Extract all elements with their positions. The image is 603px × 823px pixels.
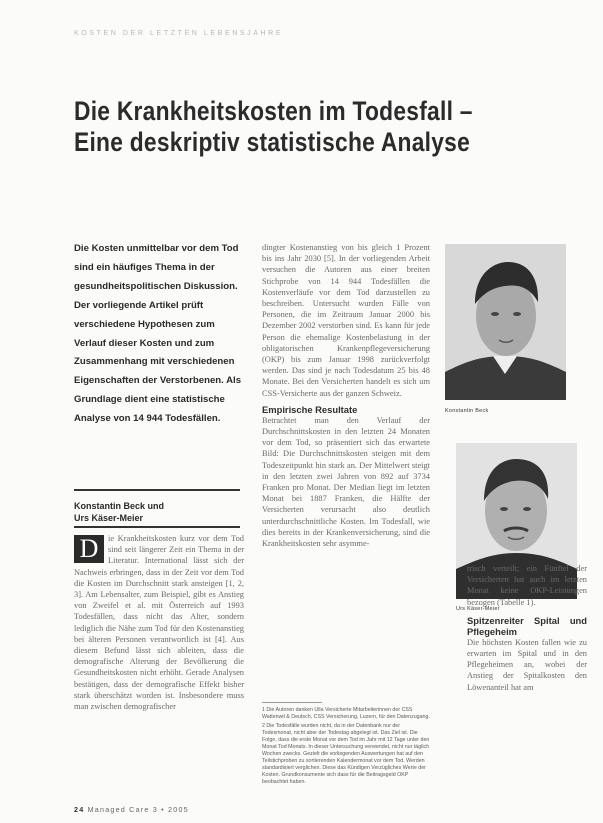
author-photo-beck bbox=[445, 244, 566, 400]
running-head: KOSTEN DER LETZTEN LEBENSJAHRE bbox=[74, 30, 284, 37]
section-heading-hospital: Spitzenreiter Spital und Pflegeheim bbox=[467, 614, 587, 637]
footnotes bbox=[262, 707, 430, 786]
lead-paragraph: Die Kosten unmittelbar vor dem Tod sind ein häufiges Thema in der gesundheitspolitischen Diskussion. Der vorliegende Artikel prüft verschiedene Hypothesen zum Verlauf dieser Kosten und zum Zusammenhang mit verschiedenen Eigenschaften der Verstorbenen. Als Grundlage dient eine statistische Analyse von 14 944 Todesfällen. bbox=[74, 243, 242, 425]
photo-caption-beck: Konstantin Beck bbox=[445, 408, 489, 414]
rule-above-authors bbox=[74, 489, 240, 491]
body-column-middle bbox=[262, 242, 430, 549]
body-text-middle-2: Betrachtet man den Verlauf der Durchschnittskosten in den letzten 24 Monaten vor dem Tod, so präsentiert sich das erwartete Bild: Die Durchschnittskosten steigen mit dem Todeszeitpunkt hin stark an. Der Mittelwert steigt in den letzten zwei Jahren von 892 auf 3734 Franken pro Monat. Der Median liegt im letzten Monat bei 1887 Franken, die Hälfte der Versicherten verursacht also deutlich unterdurchschnittliche Kosten. Im Todesfall, wie dies bereits in der Krankenversicherung, sind die Krankheitskosten sehr asymme- bbox=[262, 415, 430, 549]
body-text-right-2: Die höchsten Kosten fallen wie zu erwarten im Spital und in den Pflegeheimen an, wobei der Anstieg der Spitalkosten den Löwenanteil hat am bbox=[467, 637, 587, 692]
body-text-middle-1: dingter Kostenanstieg von bis gleich 1 Prozent bis ins Jahr 2030 [5]. In der vorliegenden Arbeit versuchen die Autoren aus einer breiten Stichprobe von 14 944 Todesfällen die Kostenverläufe vor dem Tod darzustellen zu beschreiben. Untersucht wurden Fälle von Personen, die im Zeitraum Januar 2000 bis Dezember 2002 verstorben sind. Es kann für jede Person die ehemalige Kostenbelastung in der obligatorischen Krankenpflegeversicherung (OKP) bis zum Januar 1998 zurückverfolgt werden. Das sind je nach Todesdatum 25 bis 48 Monate. Bei den Versicherten handelt es sich um CSS-Versicherte aus der ganzen Schweiz. bbox=[262, 243, 430, 398]
article-title bbox=[74, 96, 504, 158]
title-line-2: Eine deskriptiv statistische Analyse bbox=[74, 127, 471, 157]
title-line-1: Die Krankheitskosten im Todesfall – bbox=[74, 96, 473, 126]
author-byline bbox=[74, 500, 244, 524]
body-text-left: ie Krankheitskosten kurz vor dem Tod sind seit längerer Zeit ein Thema in der Literatur. International lässt sich der Nachweis erbringen, dass in der Zeit vor dem Tod die Kosten im Durchschnitt stark ansteigen [1, 2, 3]. Am Lebensalter, zum Beispiel, gibt es Anstieg von Zweifel et al. mit Österreich auf 1993 Todesfällen, dass nicht das Alter, sondern lediglich die Nähe zum Tod für den Kostenanstieg bei älteren Personen verantwortlich ist [4]. Aus diesem Befund lässt sich ableiten, dass die demografische Alterung der Bevölkerung die Gesundheitskosten nicht erhöht. Gerade Analysen bestätigen, dass der demografische Effekt bisher stark überschätzt worden ist. Insbesondere muss man zwischen demografischer bbox=[74, 534, 244, 712]
footnote-rule bbox=[262, 702, 322, 703]
author-line-1: Konstantin Beck und bbox=[74, 501, 165, 511]
photo-caption-kaeser-meier: Urs Käser-Meier bbox=[456, 606, 500, 612]
section-heading-results: Empirische Resultate bbox=[262, 403, 358, 415]
author-line-2: Urs Käser-Meier bbox=[74, 513, 144, 523]
body-column-right bbox=[467, 563, 587, 693]
footnote-1: 1 Die Autoren danken Ulla Versicherte Mitarbeiterinnen der CSS Wattenwil & Deutsch, CSS Versicherung, Luzern, für den Datenzugang. bbox=[262, 707, 430, 720]
journal-name: Managed Care 3 • 2005 bbox=[87, 805, 189, 814]
dropcap: D bbox=[74, 535, 104, 563]
body-column-left bbox=[74, 533, 244, 712]
page-number: 24 bbox=[74, 805, 85, 814]
footnote-2: 2 Die Todesfälle wurden nicht, da in der Datenbank nur der Todesmonat, nicht aber der Todestag abgelegt ist. Das Ziel ist. Die Folge, dass die erste Monat vor dem Tod im Jahr mit 12 Tage unter den Monat Tod Monats. In dieser Untersuchung verwendet, nicht nur täglich Wochen zwecks. Gezielt die vorliegenden Auswertungen hat auf den Teilstichproben zu sortierenden Kalendermonat vor dem Tod. Werden standardisiert verglichen. Diese das Kündigen Verzügliches Werte der Kosten. Grundkonsumente sich dass für die Beitragsgeld OKP beobachtet haben. bbox=[262, 723, 430, 785]
body-text-right-1: trisch verteilt; ein Fünftel der Versicherten hat auch im letzten Monat keine OKP-Leistungen bezogen (Tabelle 1). bbox=[467, 564, 587, 607]
portrait-beck-image bbox=[445, 244, 566, 400]
rule-below-authors bbox=[74, 526, 240, 528]
page-footer bbox=[74, 805, 189, 814]
